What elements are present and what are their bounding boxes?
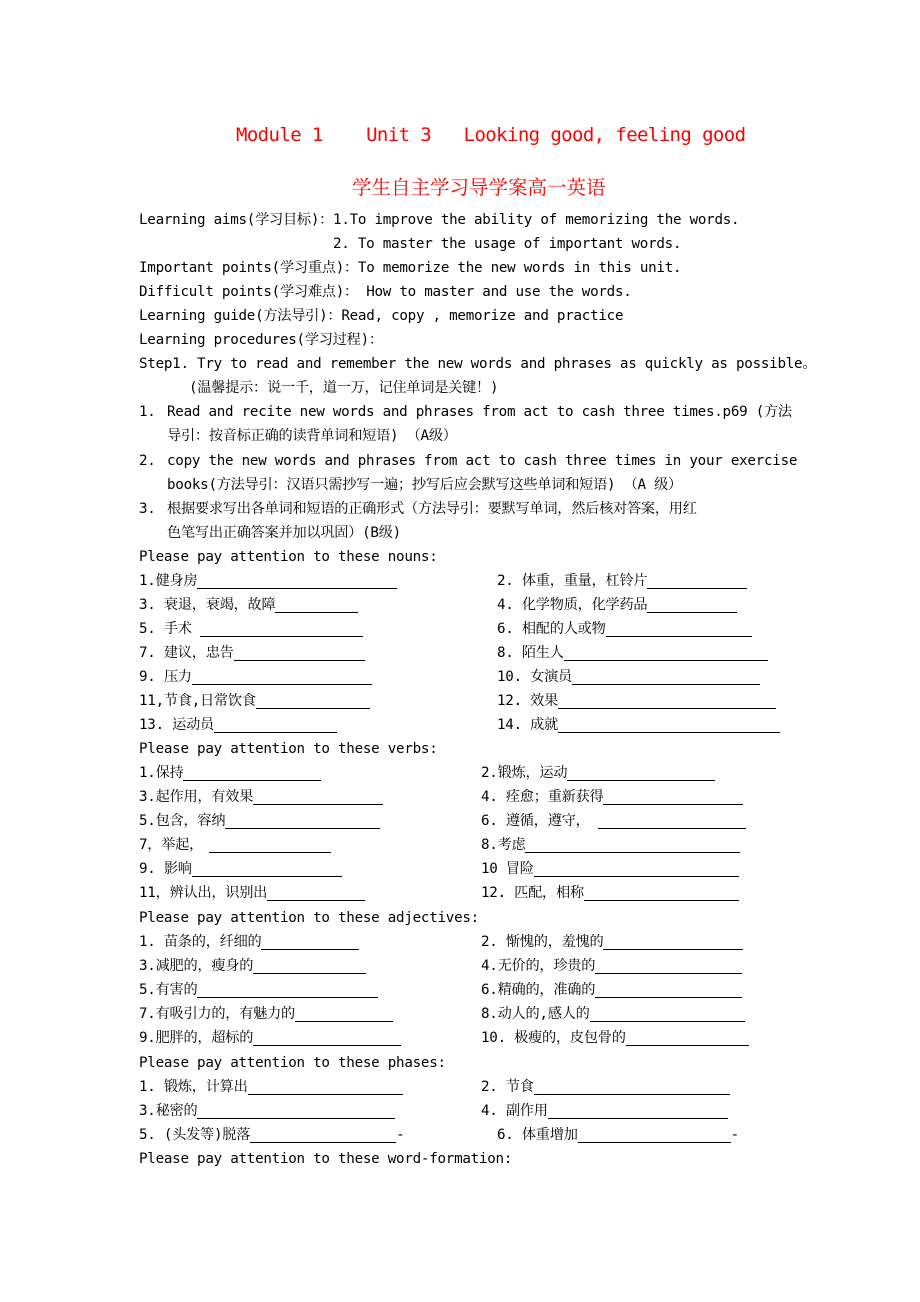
nouns-heading: Please pay attention to these nouns: <box>139 549 438 565</box>
answer-blank[interactable] <box>578 1127 731 1143</box>
answer-blank[interactable] <box>295 1006 393 1022</box>
adjective-item <box>481 1028 749 1048</box>
noun-item <box>139 667 372 687</box>
answer-blank[interactable] <box>548 1103 728 1119</box>
phrase-item <box>139 1125 404 1145</box>
answer-blank[interactable] <box>603 789 743 805</box>
noun-item <box>139 619 363 639</box>
item-label: 8. 陌生人 <box>497 645 564 661</box>
learning-aims-1: Learning aims(学习目标)：1.To improve the ability of memorizing the words. <box>139 212 740 228</box>
answer-blank[interactable] <box>250 1127 396 1143</box>
answer-blank[interactable] <box>234 645 365 661</box>
adjective-item <box>139 980 378 1000</box>
item-label: 7. 建议，忠告 <box>139 645 234 661</box>
answer-blank[interactable] <box>192 669 372 685</box>
verb-item <box>139 811 380 831</box>
answer-blank[interactable] <box>598 813 746 829</box>
tip: (温馨提示：说一千，道一万，记住单词是关键！) <box>189 380 499 396</box>
phrase-item <box>497 1125 739 1145</box>
noun-item <box>139 643 365 663</box>
answer-blank[interactable] <box>558 693 776 709</box>
item-label: 3.起作用，有效果 <box>139 789 254 805</box>
answer-blank[interactable] <box>253 1030 401 1046</box>
item-label: 6. 遵循，遵守， <box>481 813 590 829</box>
answer-blank[interactable] <box>603 934 743 950</box>
item-label: 12. 效果 <box>497 693 559 709</box>
item-label: 14. 成就 <box>497 717 559 733</box>
answer-blank[interactable] <box>626 1030 749 1046</box>
phrase-item <box>481 1101 728 1121</box>
noun-item <box>139 691 370 711</box>
item-label: 3.减肥的，瘦身的 <box>139 958 254 974</box>
item-label: 12. 匹配，相称 <box>481 885 584 901</box>
item-label: 1. 锻炼，计算出 <box>139 1079 248 1095</box>
verb-item <box>139 883 365 903</box>
answer-blank[interactable] <box>647 573 747 589</box>
item-label: 4. 痊愈；重新获得 <box>481 789 604 805</box>
answer-blank[interactable] <box>606 621 752 637</box>
noun-item <box>497 619 752 639</box>
noun-item <box>497 691 776 711</box>
item-label: 2. 体重，重量，杠铃片 <box>497 573 648 589</box>
item-label: 10. 极瘦的，皮包骨的 <box>481 1030 626 1046</box>
answer-blank[interactable] <box>534 1079 730 1095</box>
learning-guide: Learning guide(方法导引)：Read, copy , memorize and practice <box>139 308 624 324</box>
task2-number: 2. <box>139 453 156 469</box>
item-label: 8.考虑 <box>481 837 526 853</box>
adjective-item <box>481 1004 745 1024</box>
item-label: 13. 运动员 <box>139 717 214 733</box>
answer-blank[interactable] <box>256 693 370 709</box>
item-label: 8.动人的,感人的 <box>481 1006 590 1022</box>
item-label: 5.包含，容纳 <box>139 813 226 829</box>
answer-blank[interactable] <box>590 1006 745 1022</box>
title-chinese: 学生自主学习导学案高一英语 <box>352 176 606 199</box>
verb-item <box>481 883 739 903</box>
trailing-dash: - <box>396 1127 405 1143</box>
answer-blank[interactable] <box>197 573 397 589</box>
noun-item <box>139 571 397 591</box>
word-formation-heading: Please pay attention to these word-formation: <box>139 1151 513 1167</box>
noun-item <box>497 571 747 591</box>
answer-blank[interactable] <box>534 861 739 877</box>
item-label: 7.有吸引力的，有魅力的 <box>139 1006 295 1022</box>
noun-item <box>497 595 737 615</box>
title-english: Module 1 Unit 3 Looking good, feeling good <box>236 124 746 146</box>
answer-blank[interactable] <box>225 813 380 829</box>
answer-blank[interactable] <box>192 861 342 877</box>
item-label: 2.锻炼，运动 <box>481 765 568 781</box>
adjective-item <box>481 956 742 976</box>
adjective-item <box>139 956 366 976</box>
adjectives-heading: Please pay attention to these adjectives: <box>139 910 479 926</box>
verb-item <box>139 787 383 807</box>
answer-blank[interactable] <box>595 958 742 974</box>
phrase-item <box>139 1101 395 1121</box>
learning-procedures: Learning procedures(学习过程)： <box>139 332 383 348</box>
task3-line2: 色笔写出正确答案并加以巩固）(B级) <box>167 525 401 541</box>
item-label: 4. 副作用 <box>481 1103 548 1119</box>
answer-blank[interactable] <box>253 789 383 805</box>
item-label: 10 冒险 <box>481 861 534 877</box>
answer-blank[interactable] <box>564 645 768 661</box>
answer-blank[interactable] <box>584 885 739 901</box>
noun-item <box>497 643 768 663</box>
answer-blank[interactable] <box>261 934 359 950</box>
verb-item <box>139 835 331 855</box>
item-label: 1.保持 <box>139 765 184 781</box>
item-label: 6. 相配的人或物 <box>497 621 606 637</box>
answer-blank[interactable] <box>525 837 740 853</box>
answer-blank[interactable] <box>267 885 365 901</box>
answer-blank[interactable] <box>214 717 337 733</box>
answer-blank[interactable] <box>253 958 366 974</box>
task3-line1: 根据要求写出各单词和短语的正确形式（方法导引：要默写单词，然后核对答案，用红 <box>167 501 697 517</box>
verb-item <box>139 763 321 783</box>
answer-blank[interactable] <box>248 1079 403 1095</box>
phrase-item <box>139 1077 403 1097</box>
item-label: 2. 惭愧的，羞愧的 <box>481 934 604 950</box>
item-label: 4. 化学物质，化学药品 <box>497 597 648 613</box>
noun-item <box>497 667 760 687</box>
trailing-dash: - <box>730 1127 739 1143</box>
answer-blank[interactable] <box>200 621 363 637</box>
answer-blank[interactable] <box>647 597 737 613</box>
verb-item <box>481 811 746 831</box>
answer-blank[interactable] <box>275 597 358 613</box>
answer-blank[interactable] <box>197 1103 395 1119</box>
noun-item <box>497 715 780 735</box>
noun-item <box>139 715 337 735</box>
task1-line2: 导引：按音标正确的读背单词和短语) （A级） <box>167 428 457 444</box>
verb-item <box>481 763 715 783</box>
item-label: 5. 手术 <box>139 621 192 637</box>
answer-blank[interactable] <box>558 717 780 733</box>
item-label: 11，辨认出，识别出 <box>139 885 268 901</box>
adjective-item <box>481 980 742 1000</box>
task1-number: 1. <box>139 404 156 420</box>
answer-blank[interactable] <box>572 669 760 685</box>
answer-blank[interactable] <box>209 837 331 853</box>
item-label: 1.健身房 <box>139 573 198 589</box>
adjective-item <box>481 932 743 952</box>
verb-item <box>139 859 342 879</box>
task1-line1: Read and recite new words and phrases from act to cash three times.p69 (方法 <box>167 404 792 420</box>
item-label: 11,节食,日常饮食 <box>139 693 256 709</box>
item-label: 2. 节食 <box>481 1079 534 1095</box>
item-label: 6. 体重增加 <box>497 1127 578 1143</box>
item-label: 7，举起， <box>139 837 204 853</box>
item-label: 3.秘密的 <box>139 1103 198 1119</box>
item-label: 9. 影响 <box>139 861 192 877</box>
task2-line2: books(方法导引：汉语只需抄写一遍；抄写后应会默写这些单词和短语) （A 级） <box>167 477 682 493</box>
adjective-item <box>139 932 359 952</box>
item-label: 5. (头发等)脱落 <box>139 1127 251 1143</box>
task3-number: 3. <box>139 501 156 517</box>
step1: Step1. Try to read and remember the new words and phrases as quickly as possible。 <box>139 356 817 372</box>
item-label: 6.精确的，准确的 <box>481 982 596 998</box>
item-label: 10. 女演员 <box>497 669 572 685</box>
item-label: 3. 衰退，衰竭，故障 <box>139 597 276 613</box>
item-label: 9. 压力 <box>139 669 192 685</box>
answer-blank[interactable] <box>567 765 715 781</box>
adjective-item <box>139 1004 393 1024</box>
difficult-points: Difficult points(学习难点)： How to master and use the words. <box>139 284 632 300</box>
item-label: 4.无价的，珍贵的 <box>481 958 596 974</box>
verb-item <box>481 835 740 855</box>
adjective-item <box>139 1028 401 1048</box>
item-label: 1. 苗条的，纤细的 <box>139 934 262 950</box>
phrase-item <box>481 1077 730 1097</box>
answer-blank[interactable] <box>183 765 321 781</box>
verb-item <box>481 859 739 879</box>
answer-blank[interactable] <box>197 982 378 998</box>
noun-item <box>139 595 358 615</box>
answer-blank[interactable] <box>595 982 742 998</box>
phrases-heading: Please pay attention to these phases: <box>139 1055 446 1071</box>
item-label: 5.有害的 <box>139 982 198 998</box>
verb-item <box>481 787 743 807</box>
learning-aims-2: 2. To master the usage of important words. <box>333 236 682 252</box>
item-label: 9.肥胖的，超标的 <box>139 1030 254 1046</box>
verbs-heading: Please pay attention to these verbs: <box>139 741 438 757</box>
task2-line1: copy the new words and phrases from act to cash three times in your exercise <box>167 453 798 469</box>
important-points: Important points(学习重点)：To memorize the new words in this unit. <box>139 260 682 276</box>
